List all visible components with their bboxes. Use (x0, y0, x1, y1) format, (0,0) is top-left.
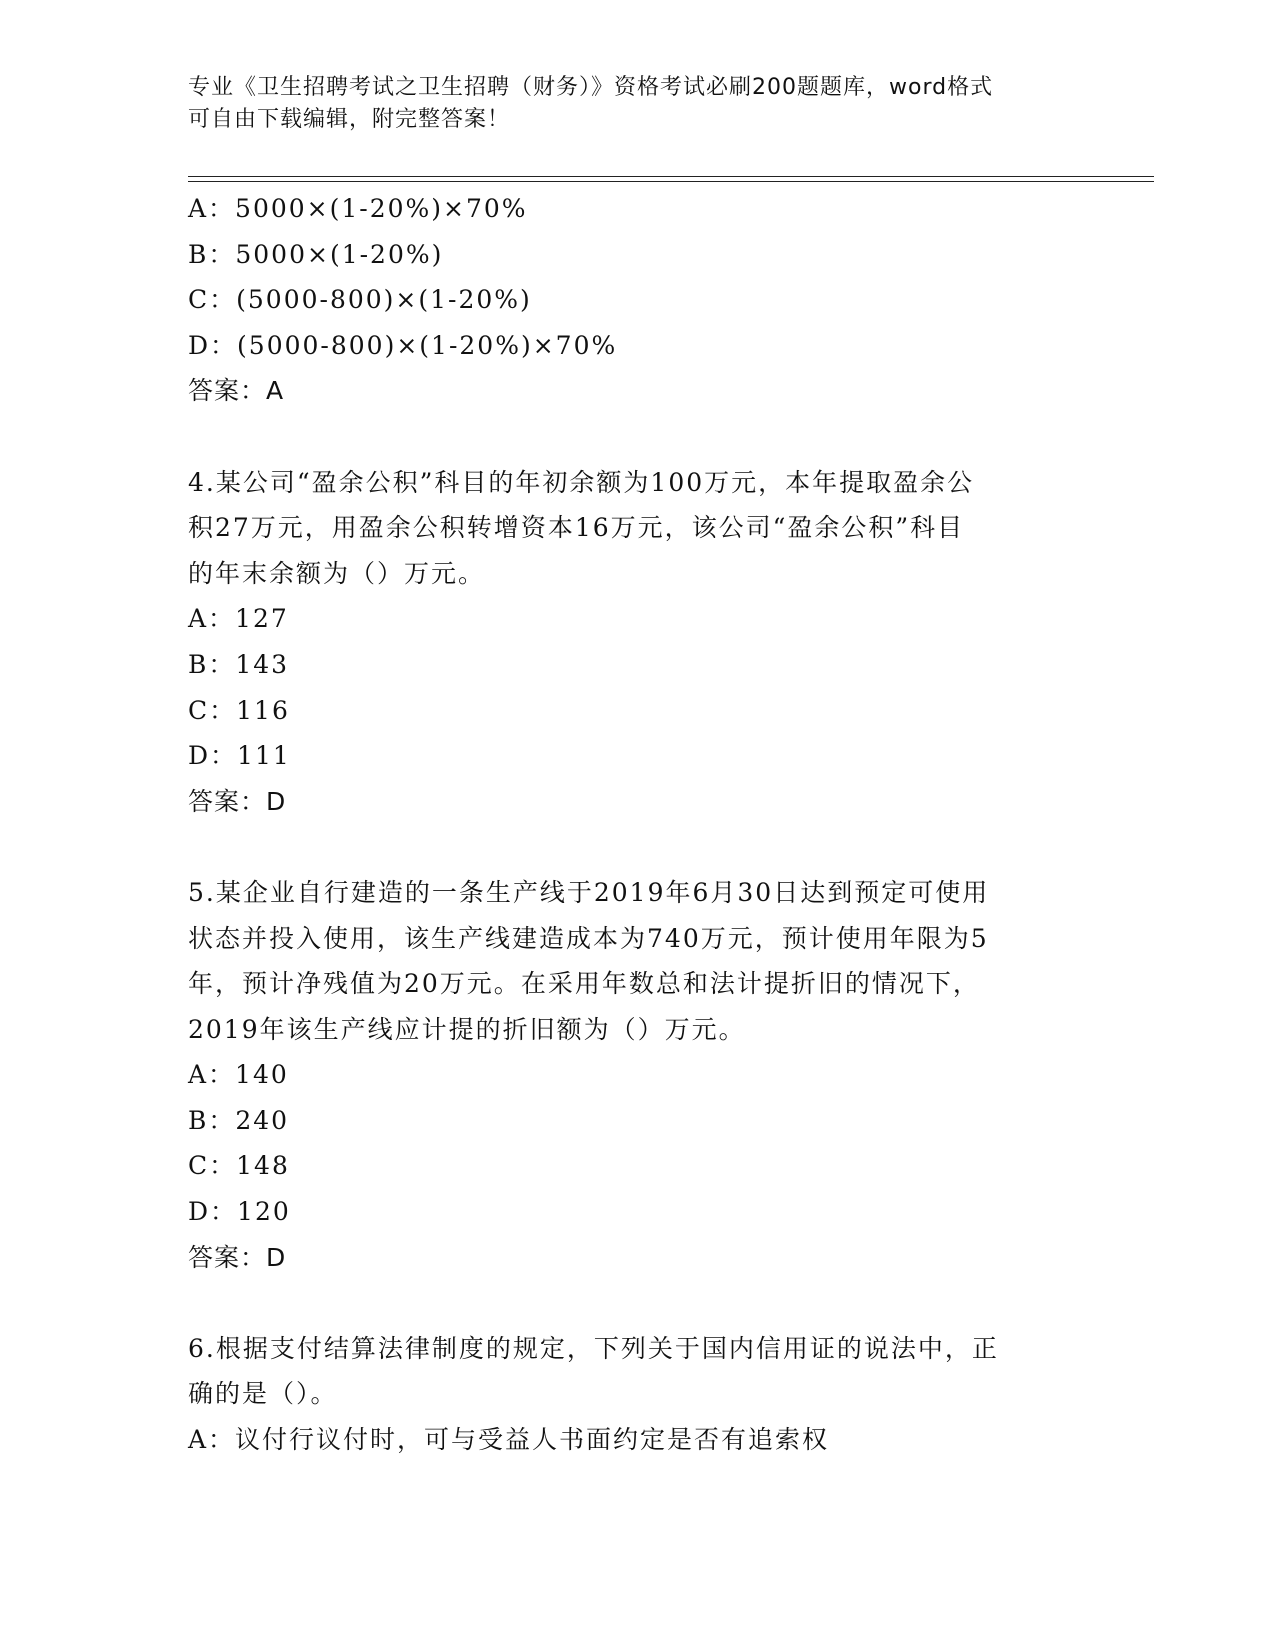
question-6-stem-line-1: 6.根据支付结算法律制度的规定，下列关于国内信用证的说法中，正 (188, 1333, 999, 1363)
question-5-option-c: C：148 (188, 1151, 290, 1181)
spacer (188, 1280, 1068, 1326)
question-5-answer: 答案：D (188, 1242, 287, 1272)
question-5-option-b: B：240 (188, 1105, 290, 1135)
question-4-option-d: D：111 (188, 741, 291, 771)
question-4-option-c: C：116 (188, 695, 290, 725)
document-body (188, 186, 1068, 1463)
header-rule-bottom (188, 181, 1154, 182)
document-header (188, 72, 1068, 136)
question-3-answer: 答案：A (188, 376, 285, 406)
question-6-block (188, 1326, 1068, 1463)
question-5-stem-line-3: 年，预计净残值为20万元。在采用年数总和法计提折旧的情况下， (188, 969, 980, 999)
question-6-option-a: A：议付行议付时，可与受益人书面约定是否有追索权 (188, 1425, 830, 1455)
question-5-stem-line-2: 状态并投入使用，该生产线建造成本为740万元，预计使用年限为5 (188, 923, 989, 953)
question-4-option-a: A：127 (188, 604, 289, 634)
question-4-stem-line-3: 的年末余额为（）万元。 (188, 558, 486, 588)
header-title-line-1: 专业《卫生招聘考试之卫生招聘（财务）》资格考试必刷200题题库，word格式 (188, 75, 994, 100)
question-3-option-d: D：(5000-800)×(1-20%)×70% (188, 330, 618, 360)
question-3-block (188, 186, 1068, 414)
question-4-stem-line-2: 积27万元，用盈余公积转增资本16万元，该公司“盈余公积”科目 (188, 513, 965, 543)
spacer (188, 824, 1068, 870)
question-4-option-b: B：143 (188, 649, 290, 679)
question-6-stem-line-2: 确的是（）。 (188, 1379, 338, 1409)
question-4-answer: 答案：D (188, 786, 287, 816)
header-title-line-2: 可自由下载编辑，附完整答案！ (188, 107, 511, 132)
question-3-option-a: A：5000×(1-20%)×70% (188, 194, 528, 223)
question-5-stem-line-4: 2019年该生产线应计提的折旧额为（）万元。 (188, 1014, 746, 1044)
header-rule-top (188, 176, 1154, 177)
spacer (188, 414, 1068, 460)
question-4-stem-line-1: 4.某公司“盈余公积”科目的年初余额为100万元，本年提取盈余公 (188, 467, 975, 497)
question-5-stem-line-1: 5.某企业自行建造的一条生产线于2019年6月30日达到预定可使用 (188, 877, 990, 907)
question-5-option-a: A：140 (188, 1060, 289, 1090)
question-5-option-d: D：120 (188, 1197, 291, 1227)
question-3-option-b: B：5000×(1-20%) (188, 239, 444, 269)
question-4-block (188, 460, 1068, 825)
question-3-option-c: C：(5000-800)×(1-20%) (188, 285, 532, 315)
question-5-block (188, 870, 1068, 1280)
